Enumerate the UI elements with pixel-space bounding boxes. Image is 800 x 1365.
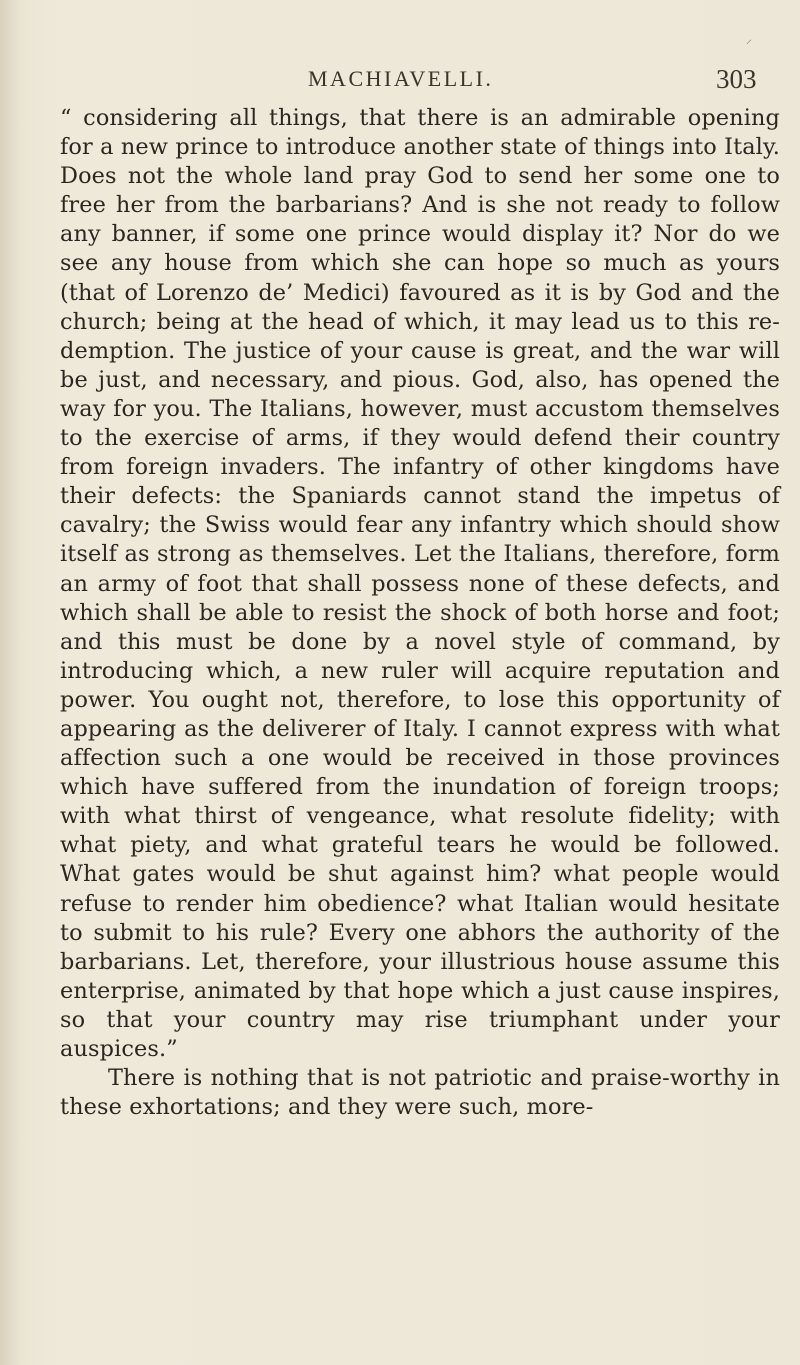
body-text: [60, 104, 780, 1122]
ink-mark: ⸝: [746, 32, 753, 46]
running-head: MACHIAVELLI.: [308, 66, 494, 91]
page-number: 303: [716, 64, 757, 94]
paragraph-commentary: There is nothing that is not patriotic and praise-worthy in these exhortations; and they were such, more-: [60, 1065, 780, 1121]
paragraph-quotation: “ considering all things, that there is an admirable opening for a new prince to introduce another state of things into Italy. Does not the whole land pray God to send her some one to free her from the barbarians? And is she not ready to follow any banner, if some one prince would display it? Nor do we see any house from which she can hope so much as yours (that of Lorenzo de’ Medici) favoured as it is by God and the church; being at the head of which, it may lead us to this re-demption. The justice of your cause is great, and the war will be just, and necessary, and pious. God, also, has opened the way for you. The Italians, however, must accustom themselves to the exercise of arms, if they would defend their country from foreign invaders. The infantry of other kingdoms have their defects: the Spaniards cannot stand the impetus of cavalry; the Swiss would fear any infantry which should show itself as strong as themselves. Let the Italians, therefore, form an army of foot that shall possess none of these defects, and which shall be able to resist the shock of both horse and foot; and this must be done by a novel style of command, by introducing which, a new ruler will acquire reputation and power. You ought not, therefore, to lose this opportunity of appearing as the deliverer of Italy. I cannot express with what affection such a one would be received in those provinces which have suffered from the inundation of foreign troops; with what thirst of vengeance, what resolute fidelity; with what piety, and what grateful tears he would be followed. What gates would be shut against him? what people would refuse to render him obedience? what Italian would hesitate to submit to his rule? Every one abhors the authority of the barbarians. Let, therefore, your illustrious house assume this enterprise, animated by that hope which a just cause inspires, so that your country may rise triumphant under your auspices.”: [60, 105, 780, 1062]
